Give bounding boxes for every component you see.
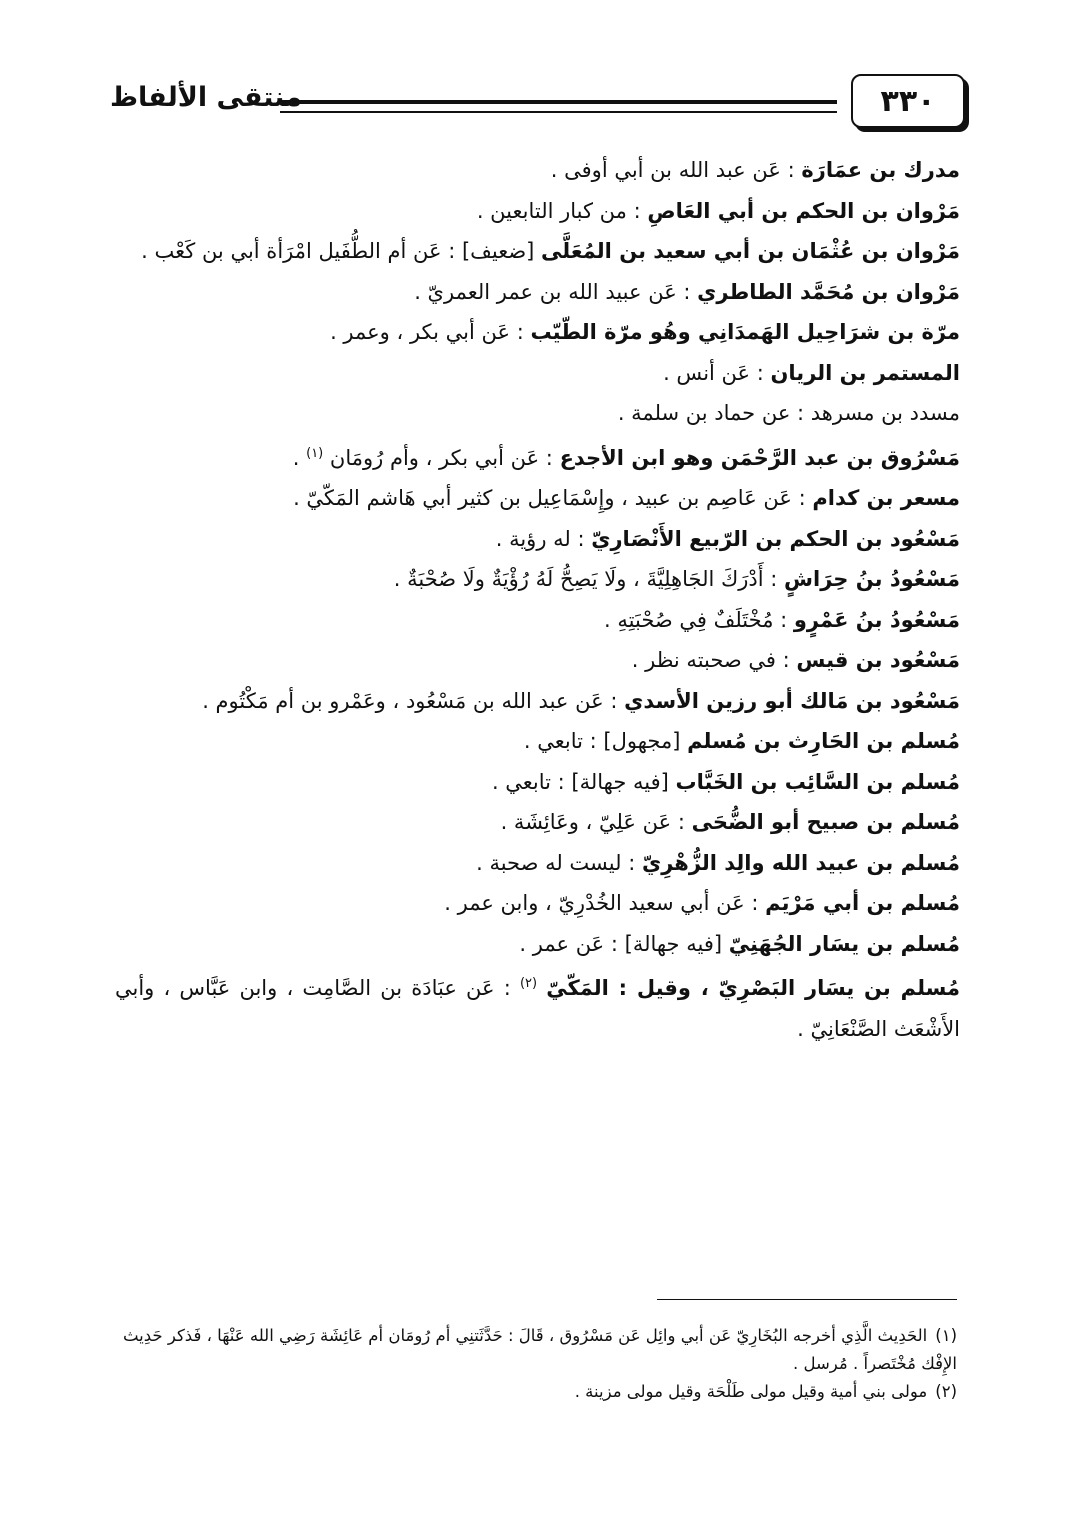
entry-name: مَرْوان بن الحكم بن أبي العَاصِ <box>647 198 960 223</box>
entry-text: : ليست له صحبة . <box>476 850 642 875</box>
entry-text: : عَن عبَادَة بن الصَّامِت ، وابن عَبَّاس ، وأبي الأَشْعَث الصَّنْعَانِيّ . <box>115 976 960 1041</box>
entry-name: مُسلم بن عبيد الله والِد الزُّهْرِيّ <box>641 850 960 875</box>
footnote <box>112 1378 957 1406</box>
entry-text: [ضعيف] : عَن أم الطُّفَيل امْرَأة أبي بن كَعْب . <box>141 239 542 263</box>
footnote-ref: (١) <box>306 445 324 461</box>
entry <box>115 843 960 884</box>
entry-name: مُسلم بن يسَار البَصْرِيّ ، وقيل : المَكّيّ <box>546 976 961 1000</box>
entry-name: مَسْعُودُ بنُ عَمْرٍو <box>793 607 960 632</box>
entry-text: : له رؤية . <box>495 526 592 551</box>
entry <box>115 883 960 924</box>
entry <box>115 802 960 843</box>
entry-name: مسعر بن كدام <box>812 486 960 510</box>
entry <box>115 762 960 803</box>
entry-text: [فيه جهالة] : تابعي . <box>491 769 676 794</box>
entry-text: : مُخْتَلَفٌ فِي صُحْبَتِهِ . <box>604 607 794 632</box>
entry <box>115 353 960 394</box>
footnote <box>112 1322 957 1378</box>
footnote-number: (١) <box>935 1326 957 1345</box>
footnotes <box>112 1322 957 1406</box>
entry-name: مَسْعُود بن الحكم بن الرّبيع الأَنْصَارِيّ <box>591 526 960 551</box>
entry-text: : في صحبته نظر . <box>631 648 797 672</box>
entry <box>115 964 960 1049</box>
entry-name: مدرك بن عمَارَة <box>801 158 960 182</box>
entries-list <box>115 150 960 1049</box>
entry-text: : عَن عَلِيّ ، وعَائِشَة . <box>500 810 692 834</box>
entry-name: المستمر بن الريان <box>770 360 960 385</box>
entry-text: مسدد بن مسرهد : عن حماد بن سلمة . <box>617 401 960 425</box>
entry-name: مُسلم بن صبيح أبو الضُّحَى <box>691 810 960 834</box>
footnote-text: مولى بني أمية وقيل مولى طَلْحَة وقيل مولى مزينة . <box>574 1382 928 1401</box>
entry-name: مرّة بن شرَاحِيل الهَمدَانِي وهُو مرّة الطّيّب <box>530 320 960 344</box>
entry-name: مُسلم بن يسَار الجُهَنِيّ <box>728 931 960 956</box>
entry <box>115 681 960 722</box>
entry <box>115 434 960 479</box>
entry <box>115 519 960 560</box>
page-number: ٣٣٠ <box>851 74 965 128</box>
entry <box>115 721 960 762</box>
entry-text: [مجهول] : تابعي . <box>523 729 688 753</box>
entry <box>115 393 960 434</box>
entry-text: : أَدْرَكَ الجَاهِلِيَّةَ ، ولَا يَصِحُّ لَهُ رُؤْيَةٌ ولَا صُحْبَةٌ . <box>393 567 785 591</box>
footnote-separator <box>657 1299 957 1300</box>
entry-text: : عَن عبيد الله بن عمر العمريّ . <box>414 279 698 304</box>
entry <box>115 191 960 232</box>
entry <box>115 478 960 519</box>
entry <box>115 231 960 272</box>
entry-text: : من كبار التابعين . <box>476 198 648 223</box>
header-rule <box>280 100 837 113</box>
entry-name: مُسلم بن الحَارِث بن مُسلم <box>687 729 960 753</box>
entry-tail: . <box>292 445 307 470</box>
entry <box>115 272 960 313</box>
footnote-text: الحَدِيث الَّذِي أخرجه البُخَارِيّ عَن أبي وائِل عَن مَسْرُوق ، قَالَ : حَدَّثَتنِي أم رُومَان أم عَائِشَة رَضِي الله عَنْهَا ، فَذكر حَدِيث الإِفْك مُخْتَصراً . مُرسل . <box>122 1326 957 1373</box>
entry-text: : عَن أنس . <box>663 360 771 385</box>
entry-name: مَسْعُود بن قيس <box>796 648 960 672</box>
entry-text: : عَن عبد الله بن مَسْعُود ، وعَمْرو بن أم مَكْتُوم . <box>202 688 625 713</box>
footnote-ref: (٢) <box>519 976 538 991</box>
entry-name: مُسلم بن السَّائِب بن الخَبَّاب <box>675 769 960 794</box>
entry-name: مَسْعُودُ بنُ حِرَاشٍ <box>784 567 960 591</box>
entry-text: : عَن عَاصِم بن عبيد ، وإِسْمَاعِيل بن كثير أبي هَاشم المَكّيّ . <box>293 486 813 510</box>
entry-name: مَسْعُود بن مَالك أبو رزين الأسدي <box>624 688 960 713</box>
entry-name: مَرْوان بن مُحَمَّد الطاطري <box>697 279 960 304</box>
entry-text: : عَن أبي سعيد الخُدْرِيّ ، وابن عمر . <box>444 891 766 915</box>
entry-text: : عَن عبد الله بن أبي أوفى . <box>550 158 802 182</box>
entry-name: مُسلم بن أبي مَرْيَم <box>765 891 960 915</box>
entry <box>115 924 960 965</box>
entry <box>115 312 960 353</box>
entry <box>115 150 960 191</box>
entry-text: : عَن أبي بكر ، وأم رُومَان <box>323 445 560 470</box>
entry <box>115 600 960 641</box>
entry-name: مَسْرُوق بن عبد الرَّحْمَن وهو ابن الأجدع <box>559 445 960 470</box>
entry <box>115 559 960 600</box>
entry-text: : عَن أبي بكر ، وعمر . <box>330 320 531 344</box>
entry-text: [فيه جهالة] : عَن عمر . <box>519 931 729 956</box>
book-title: منتقى الألفاظ <box>110 82 303 113</box>
entry <box>115 640 960 681</box>
entry-name: مَرْوان بن عُثْمَان بن أبي سعيد بن المُعَلَّى <box>541 239 960 263</box>
footnote-number: (٢) <box>935 1382 957 1401</box>
page-header <box>110 68 965 138</box>
